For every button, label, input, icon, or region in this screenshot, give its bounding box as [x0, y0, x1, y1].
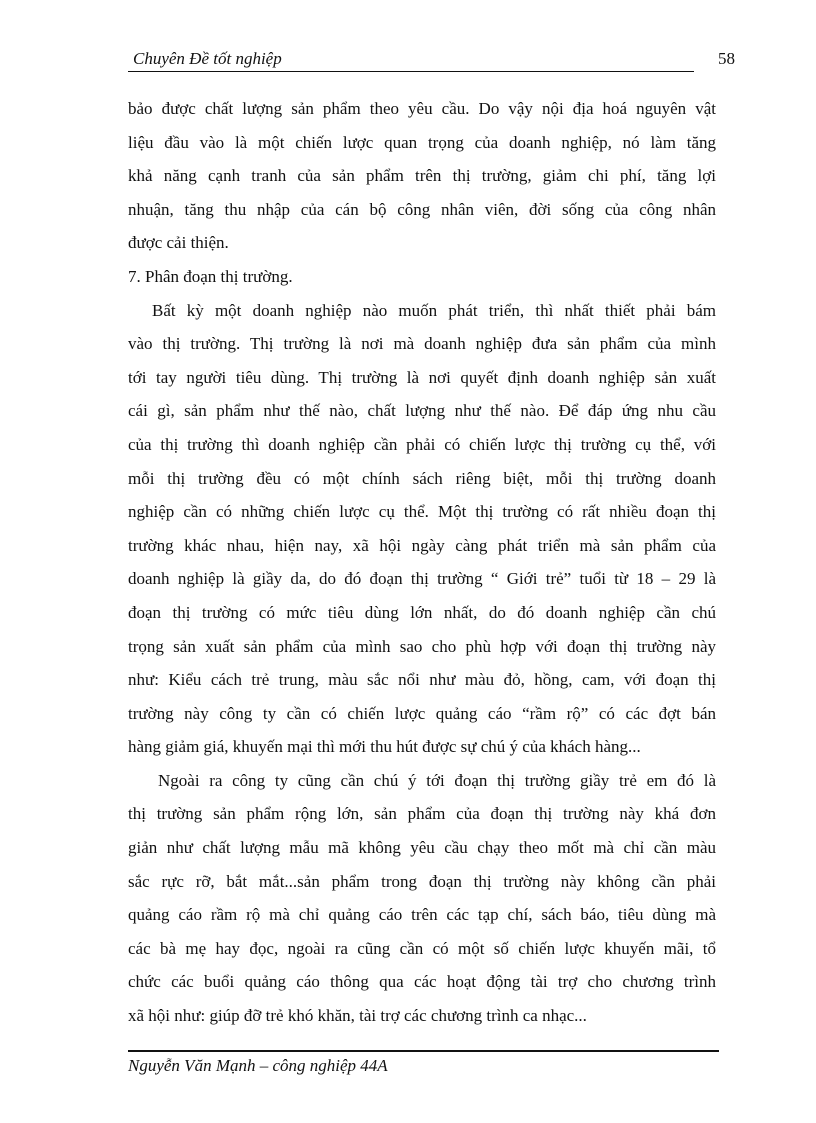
body-line: Ngoài ra công ty cũng cần chú ý tới đoạn thị trường giầy trẻ em đó là	[158, 770, 716, 790]
page-number: 58	[718, 49, 735, 68]
body-line: xã hội như: giúp đỡ trẻ khó khăn, tài trợ các chương trình ca nhạc...	[128, 1006, 587, 1026]
body-line: giản như chất lượng mẫu mã không yêu cầu chạy theo mốt mà chỉ cần màu	[128, 838, 716, 858]
body-line: quảng cáo rầm rộ mà chỉ quảng cáo trên các tạp chí, sách báo, tiêu dùng mà	[128, 905, 716, 925]
body-line: vào thị trường. Thị trường là nơi mà doanh nghiệp đưa sản phẩm của mình	[128, 334, 716, 354]
body-line: nhuận, tăng thu nhập của cán bộ công nhân viên, đời sống của công nhân	[128, 199, 716, 219]
footer-divider	[128, 1050, 719, 1052]
footer-author: Nguyễn Văn Mạnh – công nghiệp 44A	[128, 1056, 388, 1075]
header-title: Chuyên Đề tốt nghiệp	[133, 49, 282, 68]
body-line: nghiệp cần có những chiến lược cụ thể. Một thị trường có rất nhiều đoạn thị	[128, 502, 716, 522]
body-line: Bất kỳ một doanh nghiệp nào muốn phát triển, thì nhất thiết phải bám	[152, 300, 716, 320]
body-text	[128, 92, 716, 1033]
body-line: trường khác nhau, hiện nay, xã hội ngày càng phát triển mà sản phẩm của	[128, 535, 716, 555]
body-line: đoạn thị trường có mức tiêu dùng lớn nhất, do đó doanh nghiệp cần chú	[128, 602, 716, 622]
body-line: các bà mẹ hay đọc, ngoài ra cũng cần có một số chiến lược khuyến mãi, tổ	[128, 938, 716, 958]
header-divider	[128, 71, 694, 72]
body-line: mỗi thị trường đều có một chính sách riêng biệt, mỗi thị trường doanh	[128, 468, 716, 488]
body-line: sắc rực rỡ, bắt mắt...sản phẩm trong đoạn thị trường này không cần phải	[128, 871, 716, 891]
body-line: cái gì, sản phẩm như thế nào, chất lượng như thế nào. Để đáp ứng nhu cầu	[128, 401, 716, 421]
body-line: hàng giảm giá, khuyến mại thì mới thu hút được sự chú ý của khách hàng...	[128, 737, 641, 757]
body-line: chức các buổi quảng cáo thông qua các hoạt động tài trợ cho chương trình	[128, 972, 716, 992]
body-line: liệu đầu vào là một chiến lược quan trọng của doanh nghiệp, nó làm tăng	[128, 132, 716, 152]
body-line: khả năng cạnh tranh của sản phẩm trên thị trường, giảm chi phí, tăng lợi	[128, 166, 716, 186]
body-line: như: Kiểu cách trẻ trung, màu sắc nổi như màu đỏ, hồng, cam, với đoạn thị	[128, 670, 716, 690]
body-line: trường này công ty cần có chiến lược quảng cáo “rầm rộ” có các đợt bán	[128, 703, 716, 723]
body-line: được cải thiện.	[128, 233, 229, 253]
body-line: doanh nghiệp là giầy da, do đó đoạn thị trường “ Giới trẻ” tuổi từ 18 – 29 là	[128, 569, 716, 589]
body-line: của thị trường thì doanh nghiệp cần phải có chiến lược thị trường cụ thể, với	[128, 434, 716, 454]
body-line: thị trường sản phẩm rộng lớn, sản phẩm của đoạn thị trường này khá đơn	[128, 804, 716, 824]
body-line: bảo được chất lượng sản phẩm theo yêu cầu. Do vậy nội địa hoá nguyên vật	[128, 99, 716, 118]
body-line: trọng sản xuất sản phẩm của mình sao cho phù hợp với đoạn thị trường này	[128, 636, 716, 656]
section-heading: 7. Phân đoạn thị trường.	[128, 266, 293, 286]
body-line: tới tay người tiêu dùng. Thị trường là nơi quyết định doanh nghiệp sản xuất	[128, 367, 716, 387]
